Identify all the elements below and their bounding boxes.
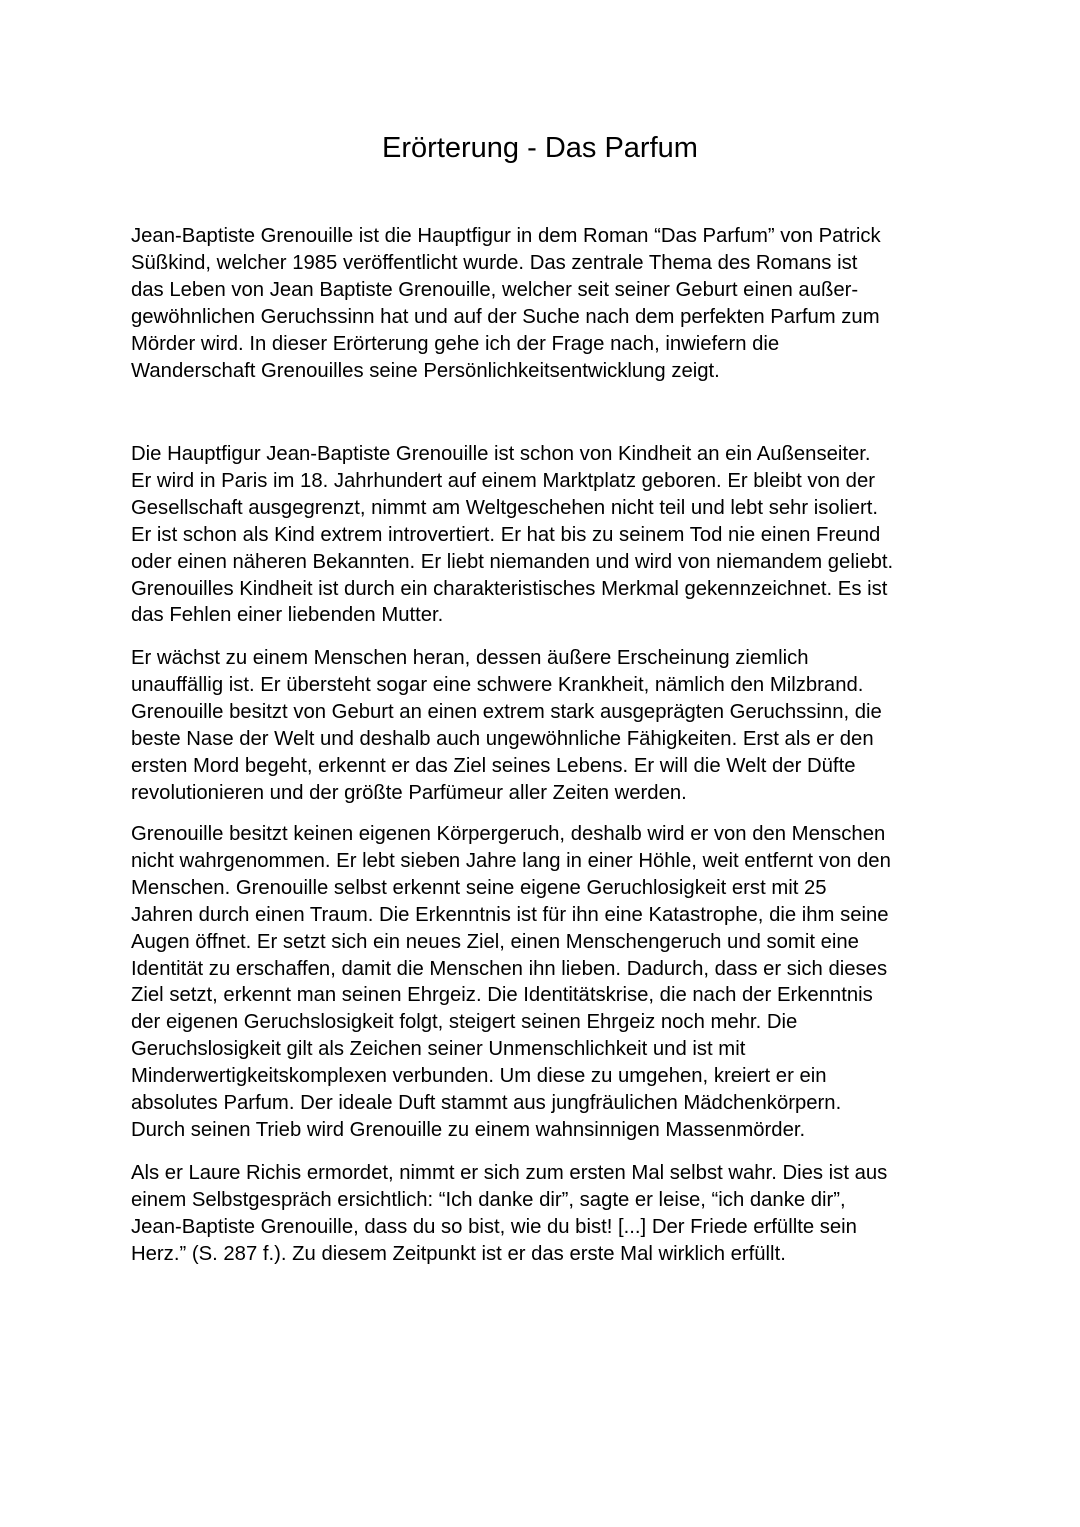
text-line: einem Selbstgespräch ersichtlich: “Ich danke dir”, sagte er leise, “ich danke dir”, (131, 1188, 846, 1211)
text-line: Grenouilles Kindheit ist durch ein charakteristisches Merkmal gekennzeichnet. Es ist (131, 577, 888, 600)
text-line: Die Hauptfigur Jean-Baptiste Grenouille ist schon von Kindheit an ein Außenseiter. (131, 443, 871, 465)
text-line: Grenouille besitzt von Geburt an einen extrem stark ausgeprägten Geruchssinn, die (131, 700, 882, 723)
text-line: Er wird in Paris im 18. Jahrhundert auf einem Marktplatz geboren. Er bleibt von der (131, 469, 875, 492)
text-line: oder einen näheren Bekannten. Er liebt niemanden und wird von niemandem geliebt. (131, 550, 894, 573)
text-line: Augen öffnet. Er setzt sich ein neues Ziel, einen Menschengeruch und somit eine (131, 930, 859, 953)
text-line: Identität zu erschaffen, damit die Menschen ihn lieben. Dadurch, dass er sich dieses (131, 957, 888, 980)
text-line: absolutes Parfum. Der ideale Duft stammt aus jungfräulichen Mädchenkörpern. (131, 1092, 842, 1115)
text-line: Minderwertigkeitskomplexen verbunden. Um diese zu umgehen, kreiert er ein (131, 1065, 827, 1088)
text-line: ersten Mord begeht, erkennt er das Ziel seines Lebens. Er will die Welt der Düfte (131, 754, 856, 777)
text-line: Herz.” (S. 287 f.). Zu diesem Zeitpunkt ist er das erste Mal wirklich erfüllt. (131, 1242, 786, 1265)
text-line: Grenouille besitzt keinen eigenen Körpergeruch, deshalb wird er von den Menschen (131, 823, 886, 845)
text-line: Er ist schon als Kind extrem introvertiert. Er hat bis zu seinem Tod nie einen Freund (131, 523, 881, 546)
text-line: Gesellschaft ausgegrenzt, nimmt am Weltgeschehen nicht teil und lebt sehr isoliert. (131, 496, 879, 519)
text-line: Süßkind, welcher 1985 veröffentlicht wurde. Das zentrale Thema des Romans ist (131, 251, 858, 274)
paragraph-introduction (131, 223, 951, 384)
text-line: Durch seinen Trieb wird Grenouille zu einem wahnsinnigen Massenmörder. (131, 1118, 806, 1141)
paragraph-growing-up (131, 645, 951, 806)
text-line: Wanderschaft Grenouilles seine Persönlichkeitsentwicklung zeigt. (131, 359, 720, 382)
text-line: Er wächst zu einem Menschen heran, dessen äußere Erscheinung ziemlich (131, 647, 809, 669)
text-line: der eigenen Geruchslosigkeit folgt, steigert seinen Ehrgeiz noch mehr. Die (131, 1011, 798, 1034)
text-line: gewöhnlichen Geruchssinn hat und auf der Suche nach dem perfekten Parfum zum (131, 305, 880, 328)
text-line: Menschen. Grenouille selbst erkennt seine eigene Geruchlosigkeit erst mit 25 (131, 876, 827, 899)
text-line: Jean-Baptiste Grenouille, dass du so bist, wie du bist! [...] Der Friede erfüllte sein (131, 1215, 857, 1238)
text-line: revolutionieren und der größte Parfümeur aller Zeiten werden. (131, 781, 687, 804)
paragraph-odorlessness (131, 821, 951, 1144)
text-line: Mörder wird. In dieser Erörterung gehe ich der Frage nach, inwiefern die (131, 332, 780, 355)
text-line: beste Nase der Welt und deshalb auch ungewöhnliche Fähigkeiten. Erst als er den (131, 727, 874, 750)
paragraph-laure-richis (131, 1160, 951, 1268)
text-line: Jean-Baptiste Grenouille ist die Hauptfigur in dem Roman “Das Parfum” von Patrick (131, 225, 881, 247)
paragraph-childhood (131, 441, 951, 629)
text-line: Ziel setzt, erkennt man seinen Ehrgeiz. Die Identitätskrise, die nach der Erkenntnis (131, 984, 873, 1007)
text-line: das Fehlen einer liebenden Mutter. (131, 604, 444, 627)
text-line: das Leben von Jean Baptiste Grenouille, welcher seit seiner Geburt einen außer- (131, 278, 859, 301)
text-line: Als er Laure Richis ermordet, nimmt er sich zum ersten Mal selbst wahr. Dies ist aus (131, 1162, 888, 1184)
page-title: Erörterung - Das Parfum (382, 132, 698, 164)
text-line: Geruchslosigkeit gilt als Zeichen seiner Unmenschlichkeit und ist mit (131, 1038, 746, 1061)
text-line: unauffällig ist. Er übersteht sogar eine schwere Krankheit, nämlich den Milzbrand. (131, 673, 864, 696)
text-line: Jahren durch einen Traum. Die Erkenntnis ist für ihn eine Katastrophe, die ihm seine (131, 903, 889, 926)
text-line: nicht wahrgenommen. Er lebt sieben Jahre lang in einer Höhle, weit entfernt von den (131, 849, 891, 872)
